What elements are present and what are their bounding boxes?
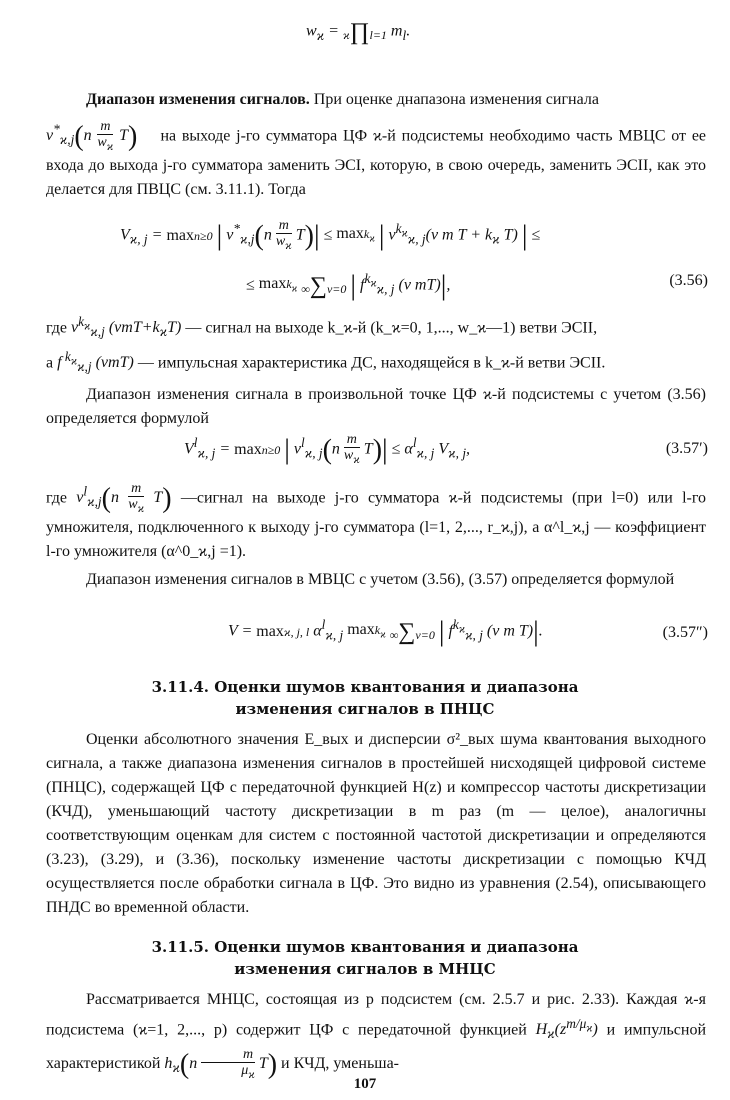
eq-number-3-56: (3.56) xyxy=(669,272,708,289)
where-block-1: где $v^{k_ϰ}_{ϰ,j}$ $(vmT+k_ϰT)$ — сигнал на выходе k_ϰ-й (k_ϰ=0, 1,..., w_ϰ—1) ветви ЭСII, а f $^{k_ϰ}_{ϰ,j}$ (vmT) — импульсная характеристика ДС, находящейся в k_ϰ-й ветви ЭСII. Диапазон изменения сигнала в произвольной точке ЦФ ϰ-й подсистемы с учетом (3.56) определяется формулой xyxy=(46,310,706,431)
equation-3-57-prime: $V^l_{ϰ, j} = \max n\ge 0$ | $v^l_{ϰ, j}(n$ $\frac{m}{w_ϰ}$ $T)| \le \alpha^l_{ϰ, j}$ $V_{ϰ, j}$, xyxy=(184,432,471,467)
paragraph-title: Диапазон изменения сигналов. xyxy=(86,91,310,108)
equation-3-57-double-prime: V = maxϰ, j, l $\alpha^l_{ϰ, j}$ maxk$_ϰ$ ∞∑ν=0 | $f^{k_ϰ}_{ϰ, j}$ (ν m T)|. xyxy=(228,616,543,648)
section-title-3-11-5: 3.11.5. Оценки шумов квантования и диапазона изменения сигналов в МНЦС xyxy=(151,938,579,978)
eq-number-3-57-double-prime: (3.57″) xyxy=(662,624,708,641)
paragraph-3: Диапазон изменения сигналов в МВЦС с учетом (3.56), (3.57) определяется формулой xyxy=(86,571,675,589)
paragraph-2: Диапазон изменения сигнала в произвольной точке ЦФ ϰ-й подсистемы с учетом (3.56) определяется формулой xyxy=(46,386,706,428)
where-block-2: где $v^l_{ϰ,j}(n$ $\frac{m}{w_ϰ}$ T) —сигнал на выходе j-го сумматора ϰ-й подсистемы (при l=0) или l-го умножителя, подключенного к выходу j-го сумматора (l=1, 2,..., r_ϰ,j), а α^l_ϰ,j — коэффициент l-го умножителя (α^0_ϰ,j =1). Диапазон изменения сигналов в МВЦС с учетом (3.56), (3.57) определяется формулой xyxy=(46,480,706,592)
page-number: 107 xyxy=(353,1076,377,1092)
eq-number-3-57-prime: (3.57′) xyxy=(665,440,708,457)
signal-expression: $v^*_{ϰ,j}(n$ $\frac{m}{w_ϰ}$ T) xyxy=(46,119,138,154)
section-title-3-11-4: 3.11.4. Оценки шумов квантования и диапазона изменения сигналов в ПНЦС xyxy=(151,678,579,718)
equation-3-56-line2: ≤ maxk$_ϰ$ ∞∑ν=0 | $f^{k_ϰ}_{ϰ, j}$ (ν mT)|, xyxy=(246,270,451,302)
equation-3-56-line1: $V_{ϰ, j} = \max n\ge 0$ | $v^*_{ϰ,j}(n$ $\frac{m}{w_ϰ}$ T)| ≤ maxk$_ϰ$ | $\nu^{k_ϰ}_{ϰ, j}(\nu$ m $T + k_ϰ$ T) | ≤ xyxy=(120,218,541,253)
section-3-11-4-body: Оценки абсолютного значения E_вых и дисперсии σ²_вых шума квантования выходного сигнала, а также диапазона изменения сигналов в простейшей нисходящей цифровой системе (ПНЦС), содержащей ЦФ с передаточной функцией H(z) и компрессор частоты дискретизации (КЧД), уменьшающий частоту дискретизации в m раз (m — целое), аналогичны соответствующим оценкам для систем с постоянной частотой дискретизации и определяются (3.23), (3.29), и (3.36), поскольку изменение частоты дискретизации с помощью КЧД осуществляется после обработки сигнала в ЦФ. Это видно из уравнения (2.54), описывающего ПНДС во временной области. xyxy=(46,731,706,916)
section-3-11-5-body: Рассматривается МНЦС, состоящая из p подсистем (см. 2.5.7 и рис. 2.33). Каждая ϰ-я подсистема (ϰ=1, 2,..., p) содержит ЦФ с передаточной функцией $H_ϰ(z^{m/\mu_ϰ})$ и импульсной характеристикой $h_ϰ(n$ $\frac{m}{\mu_ϰ}$ T) и КЧД, уменьша- xyxy=(46,991,707,1081)
equation-w-kappa: $w_ϰ$ = ϰ∏l=1 $m_l$. xyxy=(306,19,411,45)
paragraph-range: Диапазон изменения сигналов. При оценке днапазона изменения сигнала $v^*_{ϰ,j}(n$ $\frac{m}{w_ϰ}$ T) на выходе j-го сумматора ЦФ ϰ-й подсистемы необходимо часть МВЦС от ее входа до выхода j-го сумматора заменить ЭСI, которую, в свою очередь, заменить ЭСII, как это делается для ПВЦС (см. 3.11.1). Тогда xyxy=(46,91,707,199)
